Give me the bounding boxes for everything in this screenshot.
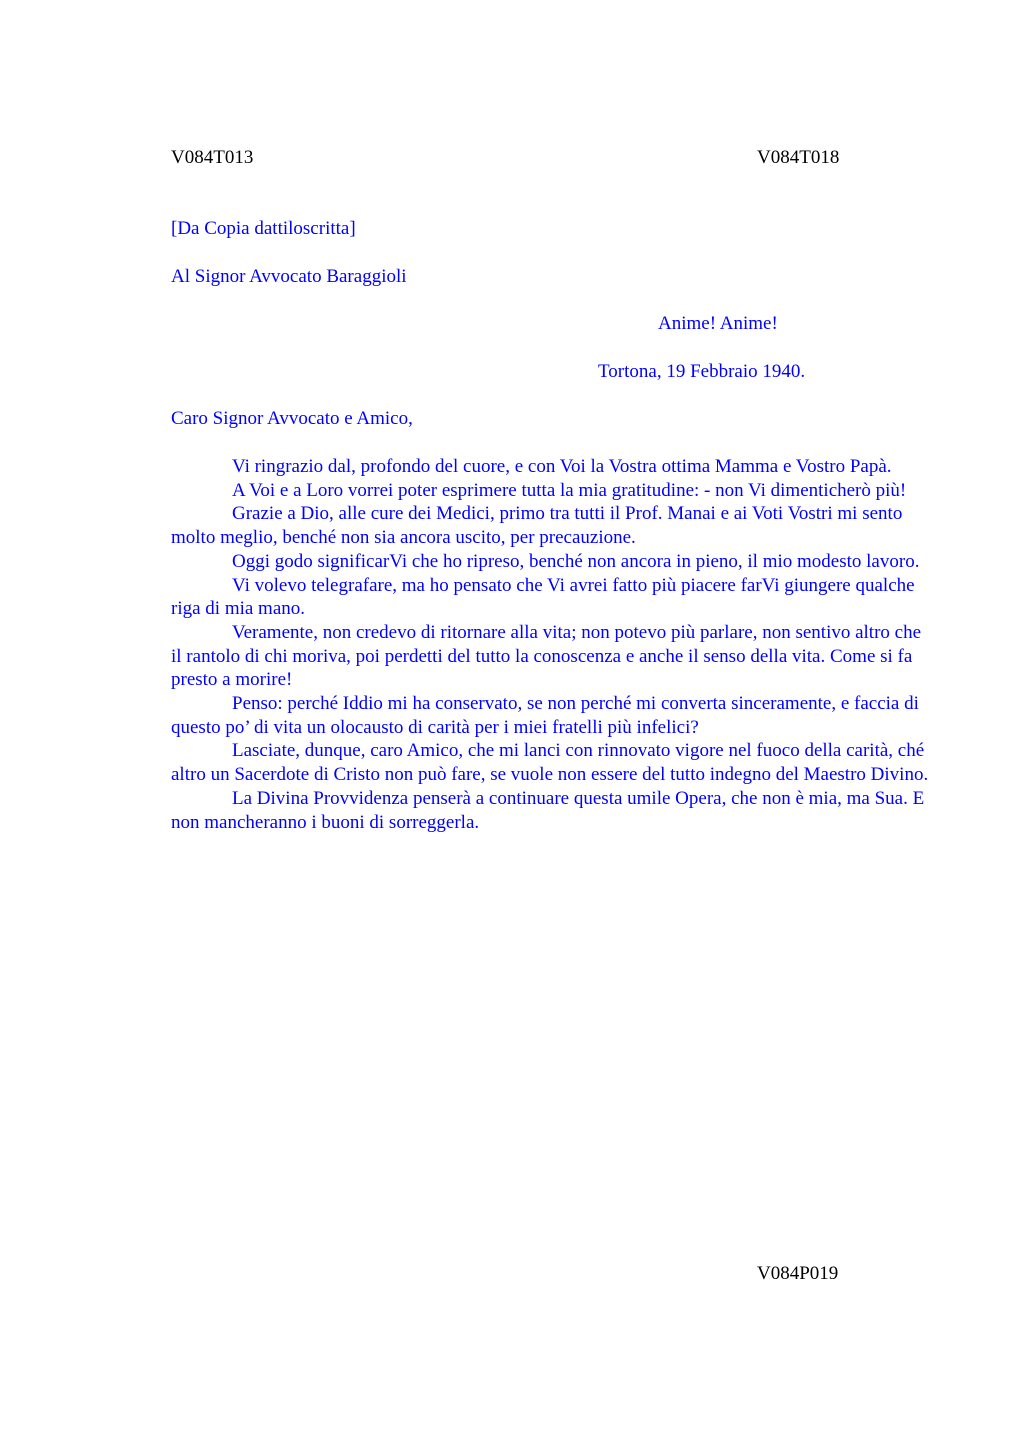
letter-paragraph: Vi volevo telegrafare, ma ho pensato che Vi avrei fatto più piacere farVi giungere qualche riga di mia mano. [171,574,915,620]
document-code-left: V084T013 [171,147,254,168]
letter-paragraph: Oggi godo significarVi che ho ripreso, benché non ancora in pieno, il mio modesto lavoro. [232,550,920,572]
source-note: [Da Copia dattiloscritta] [171,218,356,239]
letter-paragraph: La Divina Provvidenza penserà a continuare questa umile Opera, che non è mia, ma Sua. E non mancheranno i buoni di sorreggerla. [171,787,925,833]
page-code: V084P019 [757,1263,839,1284]
letter-paragraph: A Voi e a Loro vorrei poter esprimere tutta la mia gratitudine: - non Vi dimenticherò più! [232,479,907,501]
letter-paragraph: Veramente, non credevo di ritornare alla vita; non potevo più parlare, non sentivo altro che il rantolo di chi moriva, poi perdetti del tutto la conoscenza e anche il senso della vita. Come si fa presto a morire! [171,621,922,691]
recipient-line: Al Signor Avvocato Baraggioli [171,266,407,287]
letter-paragraph: Grazie a Dio, alle cure dei Medici, primo tra tutti il Prof. Manai e ai Voti Vostri mi sento molto meglio, benché non sia ancora uscito, per precauzione. [171,503,903,549]
place-date: Tortona, 19 Febbraio 1940. [598,361,806,382]
letter-paragraph: Vi ringrazio dal, profondo del cuore, e con Voi la Vostra ottima Mamma e Vostro Papà. [232,456,892,477]
salutation: Caro Signor Avvocato e Amico, [171,408,413,429]
document-code-right: V084T018 [757,147,840,168]
letter-paragraph: Lasciate, dunque, caro Amico, che mi lanci con rinnovato vigore nel fuoco della carità, ché altro un Sacerdote di Cristo non può fare, se vuole non essere del tutto indegno del Maestro Divino. [171,740,929,786]
letter-paragraph: Penso: perché Iddio mi ha conservato, se non perché mi converta sinceramente, e faccia di questo po’ di vita un olocausto di carità per i miei fratelli più infelici? [171,693,919,738]
letter-body [171,455,933,834]
motto: Anime! Anime! [658,313,778,334]
